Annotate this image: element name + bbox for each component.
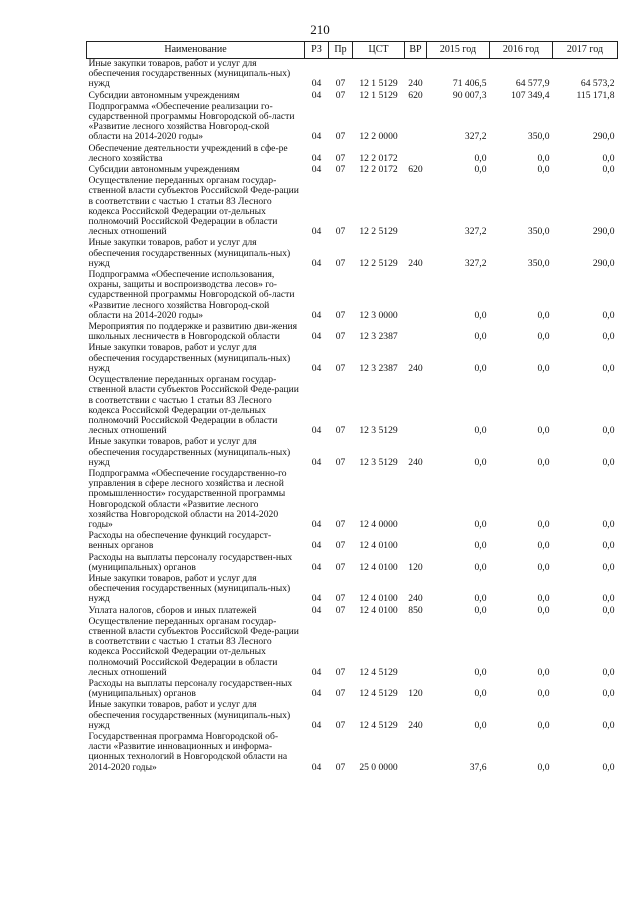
row-cst: 12 1 5129 bbox=[359, 89, 398, 101]
row-vr bbox=[405, 469, 427, 531]
row-2016: 0,0 bbox=[537, 593, 550, 605]
row-pr: 07 bbox=[335, 309, 346, 321]
row-vr: 240 bbox=[408, 257, 423, 269]
row-vr: 240 bbox=[408, 456, 423, 468]
row-name: Подпрограмма «Обеспечение реализации го-сударственной программы Новгородской об-ласти «Развитие лесного хозяйства Новгород-ской области на 2014-2020 годы» bbox=[88, 100, 295, 143]
row-name: Подпрограмма «Обеспечение использования, охраны, защиты и воспроизводства лесов» го-сударственной программы Новгородской об-ласти «Развитие лесного хозяйства Новгород-ской области на 2014-2020 годы» bbox=[88, 269, 295, 321]
row-cst: 12 3 5129 bbox=[359, 456, 398, 468]
row-2016: 0,0 bbox=[537, 309, 550, 321]
row-2016: 0,0 bbox=[537, 666, 550, 678]
row-vr: 620 bbox=[408, 89, 423, 101]
row-rz: 04 bbox=[311, 78, 322, 90]
row-2016: 0,0 bbox=[537, 719, 550, 731]
row-2016: 0,0 bbox=[537, 425, 550, 437]
row-name: Расходы на выплаты персоналу государствен-ных (муниципальных) органов bbox=[88, 677, 293, 700]
row-2017: 0,0 bbox=[602, 604, 615, 616]
row-rz: 04 bbox=[311, 540, 322, 552]
row-pr: 07 bbox=[335, 362, 346, 374]
row-cst: 12 4 5129 bbox=[359, 666, 398, 678]
row-2016: 0,0 bbox=[537, 456, 550, 468]
header-vr: ВР bbox=[405, 42, 427, 59]
row-cst: 12 2 0172 bbox=[359, 152, 398, 164]
row-cst: 12 2 5129 bbox=[359, 257, 398, 269]
row-vr: 120 bbox=[408, 561, 423, 573]
row-2017: 0,0 bbox=[602, 666, 615, 678]
row-name: Иные закупки товаров, работ и услуг для обеспечения государственных (муниципаль-ных) нужд bbox=[88, 572, 291, 605]
table-header bbox=[87, 42, 618, 59]
row-pr: 07 bbox=[335, 518, 346, 530]
table-row bbox=[87, 679, 618, 700]
row-name: Иные закупки товаров, работ и услуг для обеспечения государственных (муниципаль-ных) нужд bbox=[88, 342, 291, 374]
row-pr: 07 bbox=[335, 456, 346, 468]
row-vr: 240 bbox=[408, 719, 423, 731]
row-2017: 0,0 bbox=[602, 518, 615, 530]
row-rz: 04 bbox=[311, 226, 322, 238]
table-row bbox=[87, 437, 618, 469]
table-row bbox=[87, 144, 618, 165]
row-rz: 04 bbox=[311, 331, 322, 343]
row-2015: 0,0 bbox=[474, 518, 487, 530]
row-vr: 620 bbox=[408, 164, 423, 176]
row-2016: 0,0 bbox=[537, 152, 550, 164]
table-body bbox=[87, 59, 618, 774]
row-cst: 12 1 5129 bbox=[359, 78, 398, 90]
row-name: Субсидии автономным учреждениям bbox=[88, 89, 240, 101]
row-name: Иные закупки товаров, работ и услуг для обеспечения государственных (муниципаль-ных) нужд bbox=[88, 58, 291, 90]
row-2015: 71 406,5 bbox=[452, 78, 487, 90]
header-2016: 2016 год bbox=[490, 42, 553, 59]
row-2017: 0,0 bbox=[602, 362, 615, 374]
row-vr bbox=[405, 322, 427, 343]
table-row bbox=[87, 176, 618, 238]
table-row bbox=[87, 700, 618, 732]
row-cst: 12 2 0000 bbox=[359, 131, 398, 143]
row-2015: 0,0 bbox=[474, 152, 487, 164]
row-name: Иные закупки товаров, работ и услуг для обеспечения государственных (муниципаль-ных) нужд bbox=[88, 436, 291, 468]
table-row bbox=[87, 574, 618, 606]
page-number: 210 bbox=[310, 22, 330, 37]
row-2016: 0,0 bbox=[537, 164, 550, 176]
row-cst: 12 4 0000 bbox=[359, 518, 398, 530]
row-cst: 12 4 0100 bbox=[359, 604, 398, 616]
row-rz: 04 bbox=[311, 593, 322, 605]
row-2016: 0,0 bbox=[537, 688, 550, 700]
row-2017: 0,0 bbox=[602, 593, 615, 605]
row-rz: 04 bbox=[311, 688, 322, 700]
row-2017: 0,0 bbox=[602, 425, 615, 437]
row-name: Обеспечение деятельности учреждений в сфе-ре лесного хозяйства bbox=[88, 142, 288, 164]
row-2016: 350,0 bbox=[527, 226, 550, 238]
row-2017: 0,0 bbox=[602, 456, 615, 468]
row-pr: 07 bbox=[335, 425, 346, 437]
row-pr: 07 bbox=[335, 561, 346, 573]
row-2015: 37,6 bbox=[469, 761, 487, 773]
row-cst: 12 4 5129 bbox=[359, 719, 398, 731]
table-row bbox=[87, 732, 618, 774]
row-cst: 12 3 2387 bbox=[359, 362, 398, 374]
row-rz: 04 bbox=[311, 761, 322, 773]
row-name: Расходы на обеспечение функций государст-венных органов bbox=[88, 530, 272, 552]
row-rz: 04 bbox=[311, 89, 322, 101]
row-rz: 04 bbox=[311, 425, 322, 437]
row-vr bbox=[405, 144, 427, 165]
row-pr: 07 bbox=[335, 164, 346, 176]
row-rz: 04 bbox=[311, 666, 322, 678]
row-2017: 0,0 bbox=[602, 688, 615, 700]
row-2015: 327,2 bbox=[464, 257, 487, 269]
row-rz: 04 bbox=[311, 164, 322, 176]
row-rz: 04 bbox=[311, 309, 322, 321]
row-2016: 350,0 bbox=[527, 131, 550, 143]
row-2016: 350,0 bbox=[527, 257, 550, 269]
row-2015: 0,0 bbox=[474, 331, 487, 343]
row-pr: 07 bbox=[335, 666, 346, 678]
row-pr: 07 bbox=[335, 257, 346, 269]
table-row bbox=[87, 322, 618, 343]
row-name: Осуществление переданных органам государ-ственной власти субъектов Российской Феде-рации в соответствии с частью 1 статьи 83 Лесного кодекса Российской Федерации от-дельных полномочий Российской Федерации в области лесных отношений bbox=[88, 615, 299, 678]
row-vr bbox=[405, 732, 427, 774]
row-rz: 04 bbox=[311, 518, 322, 530]
row-name: Мероприятия по поддержке и развитию дви-жения школьных лесничеств в Новгородской области bbox=[88, 321, 297, 343]
table-row bbox=[87, 531, 618, 552]
row-cst: 12 3 2387 bbox=[359, 331, 398, 343]
row-2017: 115 171,8 bbox=[576, 89, 615, 101]
row-vr bbox=[405, 176, 427, 238]
row-pr: 07 bbox=[335, 719, 346, 731]
row-2015: 0,0 bbox=[474, 666, 487, 678]
row-2015: 0,0 bbox=[474, 164, 487, 176]
row-2017: 0,0 bbox=[602, 719, 615, 731]
header-2017: 2017 год bbox=[553, 42, 618, 59]
table-row bbox=[87, 59, 618, 91]
row-2015: 0,0 bbox=[474, 309, 487, 321]
header-cst: ЦСТ bbox=[353, 42, 405, 59]
row-cst: 12 2 5129 bbox=[359, 226, 398, 238]
row-vr: 240 bbox=[408, 593, 423, 605]
row-2015: 0,0 bbox=[474, 688, 487, 700]
row-vr: 120 bbox=[408, 688, 423, 700]
row-2016: 0,0 bbox=[537, 604, 550, 616]
table-row bbox=[87, 238, 618, 270]
row-cst: 12 3 5129 bbox=[359, 425, 398, 437]
row-name: Субсидии автономным учреждениям bbox=[88, 164, 240, 176]
row-rz: 04 bbox=[311, 456, 322, 468]
row-rz: 04 bbox=[311, 152, 322, 164]
row-name: Государственная программа Новгородской об-ласти «Развитие инновационных и информа-ционных технологий в Новгородской области на 2014-2020 годы» bbox=[88, 731, 288, 773]
row-rz: 04 bbox=[311, 719, 322, 731]
row-2017: 290,0 bbox=[592, 226, 615, 238]
table-row bbox=[87, 270, 618, 322]
row-cst: 12 2 0172 bbox=[359, 164, 398, 176]
row-cst: 12 4 5129 bbox=[359, 688, 398, 700]
row-vr bbox=[405, 270, 427, 322]
row-rz: 04 bbox=[311, 561, 322, 573]
row-2016: 0,0 bbox=[537, 362, 550, 374]
table-row bbox=[87, 469, 618, 531]
row-2015: 0,0 bbox=[474, 456, 487, 468]
row-vr bbox=[405, 617, 427, 679]
row-pr: 07 bbox=[335, 152, 346, 164]
row-pr: 07 bbox=[335, 89, 346, 101]
row-vr: 240 bbox=[408, 78, 423, 90]
row-rz: 04 bbox=[311, 131, 322, 143]
row-name: Осуществление переданных органам государ-ственной власти субъектов Российской Феде-рации в соответствии с частью 1 статьи 83 Лесного кодекса Российской Федерации от-дельных полномочий Российской Федерации в области лесных отношений bbox=[88, 175, 299, 238]
row-2017: 0,0 bbox=[602, 331, 615, 343]
table-row bbox=[87, 553, 618, 574]
header-rz: РЗ bbox=[305, 42, 329, 59]
row-vr bbox=[405, 531, 427, 552]
row-2017: 0,0 bbox=[602, 152, 615, 164]
row-2017: 290,0 bbox=[592, 257, 615, 269]
row-vr bbox=[405, 375, 427, 437]
row-name: Подпрограмма «Обеспечение государственно-го управления в сфере лесного хозяйства и лесной промышленности» государственной программы Новгородской области «Развитие лесного хозяйства Новгородской области на 2014-2020 годы» bbox=[88, 467, 287, 530]
row-2015: 0,0 bbox=[474, 561, 487, 573]
header-2015: 2015 год bbox=[427, 42, 490, 59]
row-2016: 0,0 bbox=[537, 761, 550, 773]
row-pr: 07 bbox=[335, 78, 346, 90]
row-pr: 07 bbox=[335, 604, 346, 616]
row-rz: 04 bbox=[311, 362, 322, 374]
table-row bbox=[87, 375, 618, 437]
row-pr: 07 bbox=[335, 331, 346, 343]
row-name: Иные закупки товаров, работ и услуг для обеспечения государственных (муниципаль-ных) нужд bbox=[88, 699, 291, 731]
row-2015: 0,0 bbox=[474, 362, 487, 374]
row-2017: 290,0 bbox=[592, 131, 615, 143]
row-2016: 0,0 bbox=[537, 518, 550, 530]
row-vr: 850 bbox=[408, 604, 423, 616]
row-2017: 64 573,2 bbox=[580, 78, 615, 90]
row-2017: 0,0 bbox=[602, 540, 615, 552]
row-name: Уплата налогов, сборов и иных платежей bbox=[88, 604, 257, 616]
row-2017: 0,0 bbox=[602, 761, 615, 773]
row-2015: 0,0 bbox=[474, 719, 487, 731]
header-name: Наименование bbox=[87, 42, 305, 59]
row-pr: 07 bbox=[335, 226, 346, 238]
row-2017: 0,0 bbox=[602, 164, 615, 176]
budget-table bbox=[86, 41, 618, 774]
row-2015: 327,2 bbox=[464, 226, 487, 238]
row-cst: 12 4 0100 bbox=[359, 561, 398, 573]
row-cst: 12 4 0100 bbox=[359, 540, 398, 552]
header-pr: Пр bbox=[329, 42, 353, 59]
row-2015: 0,0 bbox=[474, 540, 487, 552]
row-cst: 12 4 0100 bbox=[359, 593, 398, 605]
row-2015: 0,0 bbox=[474, 593, 487, 605]
row-pr: 07 bbox=[335, 761, 346, 773]
row-2016: 0,0 bbox=[537, 561, 550, 573]
row-name: Иные закупки товаров, работ и услуг для обеспечения государственных (муниципаль-ных) нужд bbox=[88, 237, 291, 269]
row-pr: 07 bbox=[335, 688, 346, 700]
row-2016: 64 577,9 bbox=[515, 78, 550, 90]
table-row bbox=[87, 102, 618, 144]
row-pr: 07 bbox=[335, 593, 346, 605]
row-2015: 0,0 bbox=[474, 425, 487, 437]
row-cst: 12 3 0000 bbox=[359, 309, 398, 321]
row-name: Осуществление переданных органам государ-ственной власти субъектов Российской Феде-рации в соответствии с частью 1 статьи 83 Лесного кодекса Российской Федерации от-дельных полномочий Российской Федерации в области лесных отношений bbox=[88, 374, 299, 437]
row-2015: 0,0 bbox=[474, 604, 487, 616]
row-rz: 04 bbox=[311, 257, 322, 269]
table-row bbox=[87, 343, 618, 375]
row-pr: 07 bbox=[335, 131, 346, 143]
row-2015: 327,2 bbox=[464, 131, 487, 143]
row-2017: 0,0 bbox=[602, 309, 615, 321]
row-2017: 0,0 bbox=[602, 561, 615, 573]
table-row bbox=[87, 617, 618, 679]
row-pr: 07 bbox=[335, 540, 346, 552]
row-2016: 0,0 bbox=[537, 331, 550, 343]
row-rz: 04 bbox=[311, 604, 322, 616]
row-vr bbox=[405, 102, 427, 144]
row-name: Расходы на выплаты персоналу государствен-ных (муниципальных) органов bbox=[88, 551, 293, 573]
row-2016: 107 349,4 bbox=[511, 89, 550, 101]
row-2015: 90 007,3 bbox=[452, 89, 487, 101]
row-2016: 0,0 bbox=[537, 540, 550, 552]
row-cst: 25 0 0000 bbox=[359, 761, 398, 773]
row-vr: 240 bbox=[408, 362, 423, 374]
